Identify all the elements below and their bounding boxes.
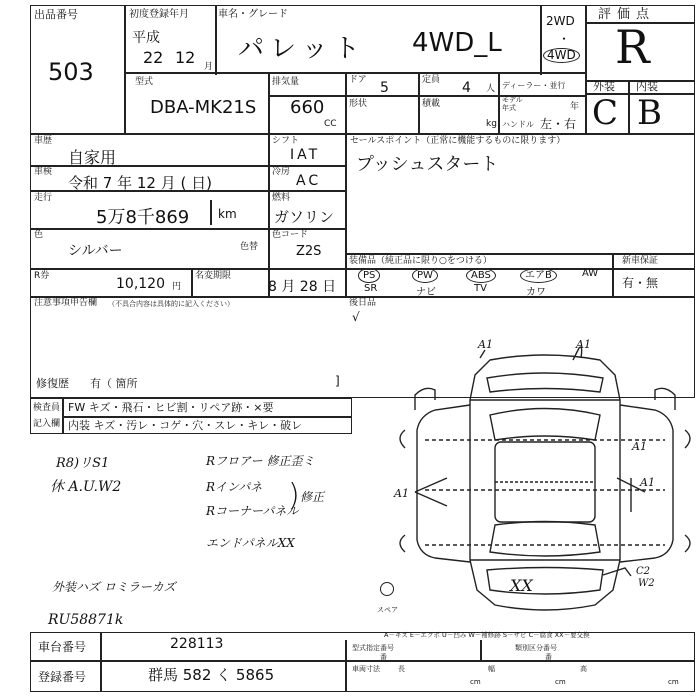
model-label: 型式: [135, 77, 154, 87]
reg-year: 22: [143, 48, 164, 67]
mileage-value: 5万8千869: [96, 207, 190, 228]
mark-xx: XX: [510, 576, 533, 595]
color-code-label: 色コード: [272, 230, 309, 240]
equip-pw: PW: [412, 268, 438, 283]
fuel-value: ガソリン: [274, 208, 335, 226]
recycle-label: R券: [34, 271, 50, 281]
hw-note-5: Rコーナーパネル: [206, 504, 299, 518]
spare-label: スペア: [377, 606, 398, 614]
hw-note-2: 休 A.U.W2: [50, 479, 122, 495]
name-change-value: 8 月 28 日: [268, 279, 337, 295]
hw-brace: ): [288, 478, 300, 513]
month-unit: 月: [204, 62, 214, 72]
color-label: 色: [34, 230, 44, 240]
inspector-label-1: 検査員: [33, 403, 61, 413]
rear-value: √: [352, 310, 360, 324]
disp-unit: CC: [324, 119, 337, 129]
color-code: Z2S: [296, 244, 322, 259]
reg-month: 12: [175, 48, 196, 67]
inspector-line-2: 内装 キズ・汚レ・コゲ・穴・スレ・キレ・破レ: [68, 419, 303, 432]
inspection-label: 車検: [34, 167, 53, 177]
dealer-label: ディーラー・並行: [502, 81, 566, 90]
inspector-line-1: FW キズ・飛石・ヒビ割・リペア跡・×要: [68, 401, 274, 414]
drive-dot: ・: [558, 32, 571, 46]
score-value: R: [615, 20, 650, 74]
selling-point-label: セールスポイント（正常に機能するものに限ります）: [350, 136, 566, 146]
load-label: 積載: [422, 99, 441, 109]
car-grade: 4WD_L: [412, 28, 502, 58]
mark-a1-top-left: A1: [478, 338, 493, 351]
equipment-items-bottom: [350, 283, 610, 298]
class-no-label: 番: [545, 653, 552, 661]
ac-label: 冷房: [272, 167, 291, 177]
inspection-value: 令和 7 年 12 月 ( 日): [68, 174, 212, 192]
equip-sr: SR: [364, 283, 378, 294]
hw-note-1: R8)リS1: [56, 456, 110, 471]
warranty-value: 有・無: [622, 276, 659, 290]
lot-number: 503: [48, 58, 94, 86]
recycle-fee: 10,120: [116, 276, 165, 292]
repair-label: 修復歴: [36, 377, 69, 390]
repair-bracket: ]: [335, 374, 340, 388]
ac-value: AC: [296, 173, 322, 189]
mileage-unit: km: [218, 207, 237, 221]
footer-frame: [30, 632, 695, 692]
shift-label: シフト: [272, 136, 300, 146]
dim-height-unit: cm: [668, 678, 679, 686]
equipment-items-top: [350, 268, 610, 282]
type-label: 型式指定番号: [352, 644, 394, 652]
mark-w2: W2: [638, 578, 655, 589]
recycle-unit: 円: [172, 282, 182, 292]
reg-value: 群馬 582 く 5865: [148, 666, 275, 684]
displacement: 660: [290, 97, 325, 118]
load-unit: kg: [486, 119, 497, 129]
model-year-label: モデル年式: [502, 96, 523, 112]
cap-label: 定員: [422, 75, 441, 85]
equip-ps: PS: [358, 268, 380, 283]
handle-label: ハンドル: [502, 120, 534, 129]
int-label: 内装: [636, 80, 658, 93]
name-change-label: 名変期限: [195, 271, 232, 281]
score-label: 評価点: [598, 7, 656, 22]
mark-c2: C2: [636, 566, 651, 577]
mark-a1-right: A1: [640, 476, 655, 489]
chassis-label: 車台番号: [38, 640, 87, 654]
history-label: 車歴: [34, 136, 53, 146]
hw-note-7: エンドパネルXX: [206, 536, 295, 550]
notes-label: 注意事項申告欄: [34, 298, 98, 308]
equip-tv: TV: [474, 283, 487, 294]
mark-a1-top-right: A1: [576, 338, 591, 351]
ext-label: 外装: [593, 80, 615, 93]
shape-label: 形状: [349, 99, 368, 109]
type-no-label: 番: [380, 653, 387, 661]
year-unit: 年: [570, 102, 580, 112]
shift-value: IAT: [290, 147, 321, 163]
hw-note-6: 修正: [300, 490, 325, 504]
equipment-label: 装備品（純正品に限り○をつける）: [349, 256, 492, 266]
car-name: パレット: [238, 34, 366, 64]
equip-airbag: エアB: [520, 268, 557, 283]
fuel-label: 燃料: [272, 193, 291, 203]
notes-sub: （不具合内容は具体的に記入ください）: [108, 300, 234, 308]
hw-note-8: 外装ハズ ロミラーカズ: [52, 580, 176, 594]
inspector-label-2: 記入欄: [33, 419, 61, 429]
first-reg-label: 初度登録年月: [129, 9, 189, 20]
mark-a1-left: A1: [394, 487, 409, 500]
lot-label: 出品番号: [34, 8, 78, 21]
hw-note-4: Rインパネ: [206, 480, 263, 494]
dim-length-unit: cm: [470, 678, 481, 686]
model-value: DBA-MK21S: [150, 97, 257, 118]
hw-note-3: Rフロアー 修正歪ミ: [206, 454, 315, 468]
warranty-label: 新車保証: [622, 256, 659, 266]
mileage-label: 走行: [34, 193, 53, 203]
reg-label: 登録番号: [38, 670, 87, 684]
drive-2wd: 2WD: [546, 14, 575, 28]
selling-point-text: プッシュスタート: [356, 154, 499, 175]
dimension-label: 車両寸法: [352, 665, 380, 673]
ext-grade: C: [592, 93, 619, 133]
disp-label: 排気量: [272, 77, 300, 87]
capacity: 4: [462, 80, 471, 96]
history-value: 自家用: [68, 148, 117, 167]
damage-legend: A－キズ E－エクボ U－凹み W－補修跡 S－サビ C－腐食 XX－要交換: [384, 631, 590, 639]
dim-length: 長: [398, 665, 405, 673]
era: 平成: [132, 30, 160, 46]
cap-unit: 人: [486, 84, 496, 94]
equip-navi: ナビ: [416, 287, 436, 298]
dim-height: 高: [580, 665, 587, 673]
chassis-value: 228113: [170, 636, 224, 652]
doors: 5: [380, 80, 389, 96]
repaint-label: 色替: [240, 242, 259, 252]
equip-abs: ABS: [466, 268, 496, 283]
door-label: ドア: [349, 75, 367, 85]
drive-4wd: 4WD: [543, 48, 580, 63]
equip-aw: AW: [582, 268, 599, 279]
spare-circle: [380, 582, 394, 596]
dim-width: 幅: [488, 665, 495, 673]
equip-leather: カワ: [526, 287, 546, 298]
int-grade: B: [637, 93, 662, 133]
class-label: 類別区分番号: [515, 644, 557, 652]
repair-value: 有（ 箇所: [90, 377, 138, 390]
mark-a1-right-upper: A1: [632, 440, 647, 453]
handle-value: 左・右: [540, 117, 577, 131]
color-value: シルバー: [68, 243, 123, 259]
rear-label: 後日品: [349, 298, 377, 308]
dim-width-unit: cm: [555, 678, 566, 686]
name-label: 車名・グレード: [218, 9, 288, 20]
hw-note-9: RU58871k: [48, 612, 124, 628]
